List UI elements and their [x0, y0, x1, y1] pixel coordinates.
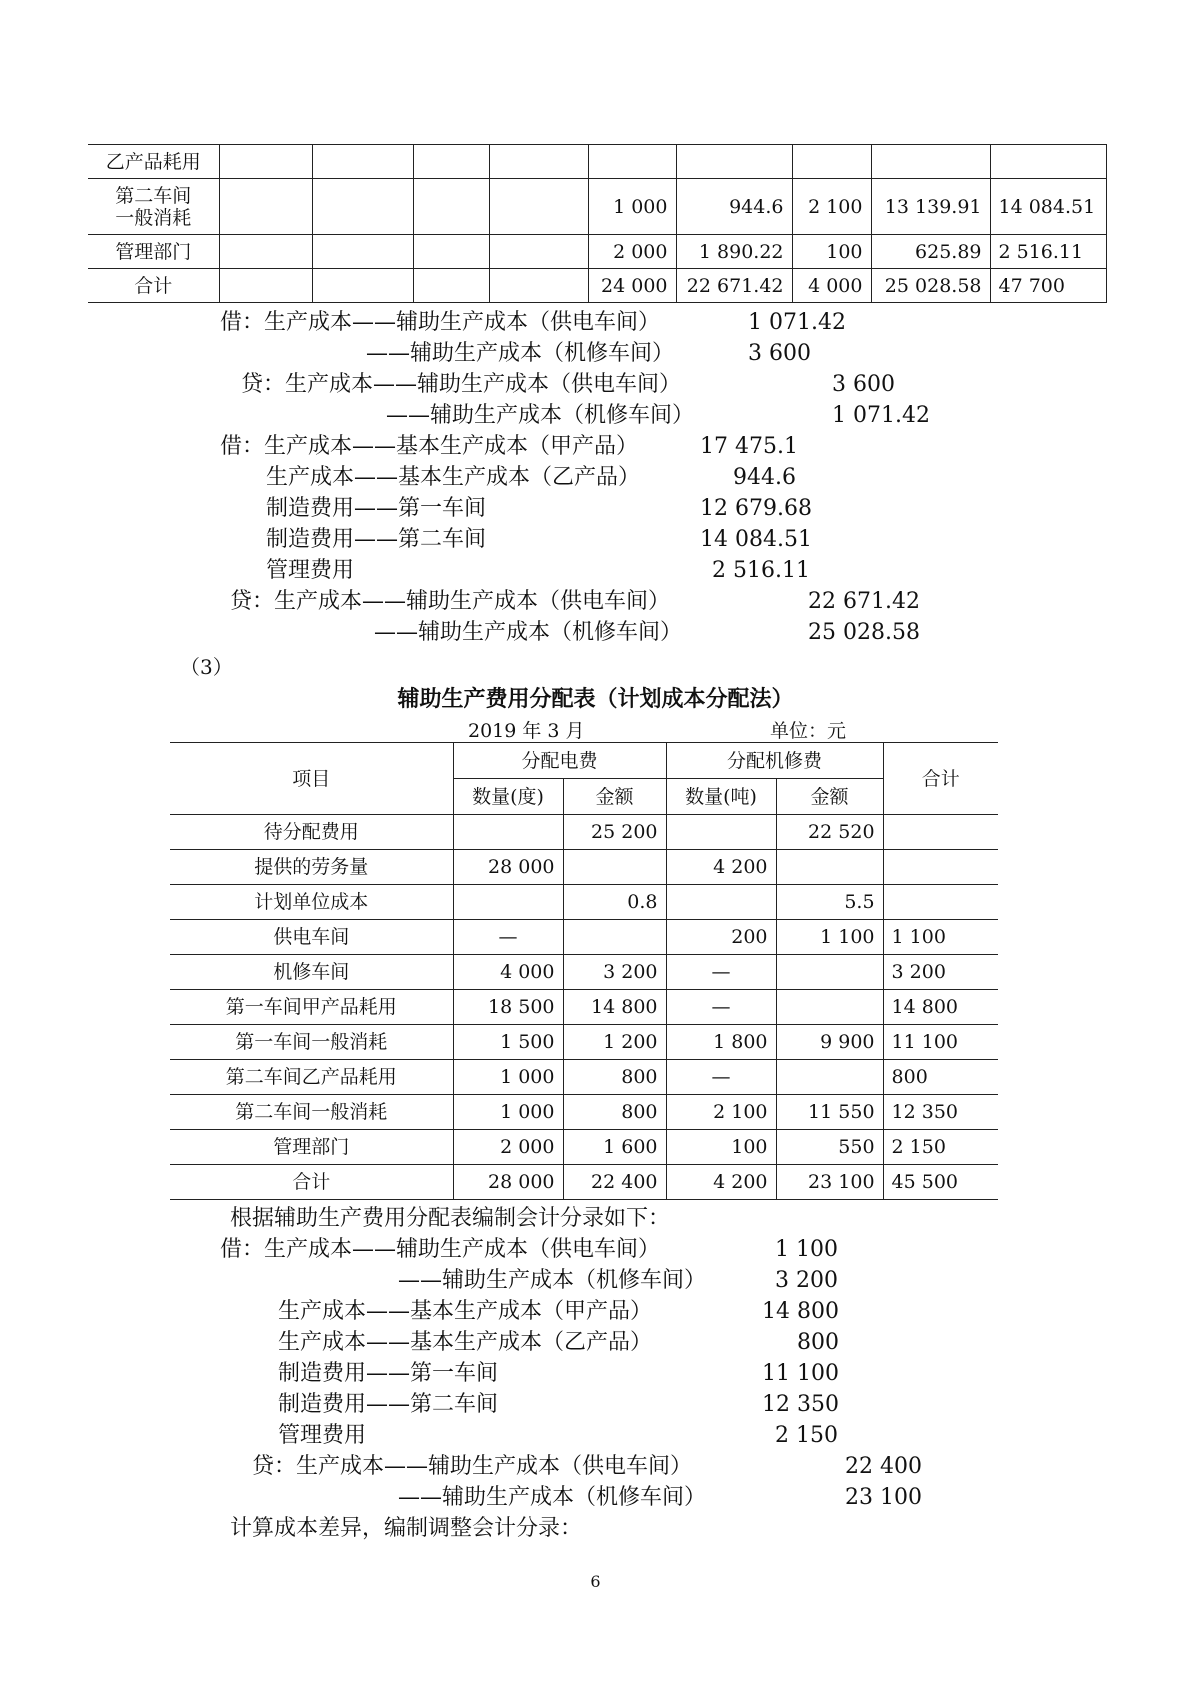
row-label: 第二车间乙产品耗用: [170, 1060, 453, 1095]
table-cell: 12 350: [883, 1095, 998, 1130]
header-item: 项目: [170, 743, 453, 815]
table-cell: [219, 235, 312, 269]
journal-entry-amount: 3 600: [832, 372, 895, 397]
table-cell: 1 890.22: [676, 235, 792, 269]
journal-entry-text: 借：生产成本——辅助生产成本（供电车间）: [220, 1237, 661, 1262]
table-cell: 9 900: [776, 1025, 883, 1060]
page-number: 6: [590, 1572, 601, 1591]
table-cell: [883, 850, 998, 885]
table-cell: [219, 269, 312, 303]
journal-entry-amount: 17 475.1: [700, 434, 798, 459]
table-cell: [883, 885, 998, 920]
table-cell: 1 100: [776, 920, 883, 955]
table-row: [170, 1025, 998, 1060]
table-cell: 944.6: [676, 179, 792, 235]
table-row: [170, 1130, 998, 1165]
table-row: [88, 269, 1106, 303]
table-title: 辅助生产费用分配表（计划成本分配法）: [397, 687, 794, 712]
table-date: 2019 年 3 月: [468, 720, 585, 742]
table-row: [88, 145, 1106, 179]
row-label: 计划单位成本: [170, 885, 453, 920]
journal-entry-text: 制造费用——第一车间: [278, 1361, 499, 1386]
header-amount: 金额: [563, 779, 666, 815]
table-header-row: [170, 743, 998, 779]
header-qty-ton: 数量(吨): [666, 779, 776, 815]
table-cell: [312, 269, 413, 303]
table-cell: 28 000: [453, 1165, 563, 1200]
table-cell: —: [666, 1060, 776, 1095]
journal-entry-amount: 25 028.58: [808, 620, 920, 645]
table-cell: 28 000: [453, 850, 563, 885]
table-cell: 11 100: [883, 1025, 998, 1060]
table-cell: 22 671.42: [676, 269, 792, 303]
table-cell: 13 139.91: [871, 179, 990, 235]
journal-entry-text: ——辅助生产成本（机修车间）: [366, 341, 675, 366]
journal-entry-amount: 22 671.42: [808, 589, 920, 614]
table-row: [170, 885, 998, 920]
row-label: 第二车间 一般消耗: [88, 179, 219, 235]
table-cell: [871, 145, 990, 179]
journal-entry-text: ——辅助生产成本（机修车间）: [386, 403, 695, 428]
table-cell: 0.8: [563, 885, 666, 920]
table-cell: 800: [563, 1095, 666, 1130]
row-label: 管理部门: [88, 235, 219, 269]
table-cell: 1 600: [563, 1130, 666, 1165]
table-cell: [666, 885, 776, 920]
table-cell: [990, 145, 1106, 179]
table-unit: 单位：元: [770, 720, 847, 742]
journal-entry-text: 生产成本——基本生产成本（甲产品）: [278, 1299, 653, 1324]
section-label: （3）: [180, 655, 233, 679]
table-cell: 45 500: [883, 1165, 998, 1200]
journal-entry-text: ——辅助生产成本（机修车间）: [374, 620, 683, 645]
table-cell: 5.5: [776, 885, 883, 920]
table-cell: 200: [666, 920, 776, 955]
journal-entry-amount: 2 150: [775, 1423, 838, 1448]
header-amount: 金额: [776, 779, 883, 815]
journal-entry-amount: 1 071.42: [748, 310, 846, 335]
row-label: 提供的劳务量: [170, 850, 453, 885]
row-label: 乙产品耗用: [88, 145, 219, 179]
table-cell: 22 520: [776, 815, 883, 850]
row-label: 合计: [170, 1165, 453, 1200]
table-cell: 2 000: [453, 1130, 563, 1165]
table-cell: 14 800: [563, 990, 666, 1025]
row-label: 第二车间一般消耗: [170, 1095, 453, 1130]
table-cell: [776, 850, 883, 885]
table-cell: 800: [883, 1060, 998, 1095]
journal-entry-text: 借：生产成本——辅助生产成本（供电车间）: [220, 310, 661, 335]
journal-entry-text: 制造费用——第一车间: [266, 496, 487, 521]
row-label: 管理部门: [170, 1130, 453, 1165]
row-label: 待分配费用: [170, 815, 453, 850]
table-cell: [413, 145, 489, 179]
table-cell: 625.89: [871, 235, 990, 269]
table-cell: 800: [563, 1060, 666, 1095]
journal-entry-amount: 23 100: [845, 1485, 922, 1510]
table-cell: [776, 955, 883, 990]
journal-entry-text: ——辅助生产成本（机修车间）: [398, 1268, 707, 1293]
table-cell: 2 100: [666, 1095, 776, 1130]
intro-text: 根据辅助生产费用分配表编制会计分录如下：: [230, 1206, 671, 1231]
closing-text: 计算成本差异，编制调整会计分录：: [230, 1516, 583, 1541]
table-cell: 100: [666, 1130, 776, 1165]
table-cell: [413, 179, 489, 235]
table-cell: 2 516.11: [990, 235, 1106, 269]
journal-entry-text: 贷：生产成本——辅助生产成本（供电车间）: [252, 1454, 693, 1479]
row-label: 机修车间: [170, 955, 453, 990]
row-label: 第一车间甲产品耗用: [170, 990, 453, 1025]
table-cell: 14 084.51: [990, 179, 1106, 235]
table-cell: 1 000: [588, 179, 676, 235]
table-row: [170, 955, 998, 990]
table-row: [170, 1165, 998, 1200]
table-cell: —: [666, 990, 776, 1025]
row-label: 合计: [88, 269, 219, 303]
journal-entry-amount: 944.6: [733, 465, 796, 490]
table-cell: [676, 145, 792, 179]
table-row: [88, 235, 1106, 269]
table-cell: [453, 885, 563, 920]
table-cell: [219, 145, 312, 179]
table-cell: [489, 269, 588, 303]
journal-entry-amount: 3 200: [775, 1268, 838, 1293]
table-cell: 25 200: [563, 815, 666, 850]
table-cell: [489, 235, 588, 269]
journal-entry-text: 贷：生产成本——辅助生产成本（供电车间）: [241, 372, 682, 397]
table-cell: 1 000: [453, 1060, 563, 1095]
table-row: [88, 179, 1106, 235]
table-row: [170, 1060, 998, 1095]
header-qty-kwh: 数量(度): [453, 779, 563, 815]
table-cell: 14 800: [883, 990, 998, 1025]
table-cell: [453, 815, 563, 850]
journal-entry-amount: 14 800: [762, 1299, 839, 1324]
table-cell: [563, 920, 666, 955]
journal-entry-amount: 22 400: [845, 1454, 922, 1479]
table-cell: 1 000: [453, 1095, 563, 1130]
table-cell: 25 028.58: [871, 269, 990, 303]
table-cell: 24 000: [588, 269, 676, 303]
journal-entry-text: 管理费用: [266, 558, 355, 583]
table-cell: [413, 235, 489, 269]
allocation-table: [170, 742, 998, 1200]
table-cell: [776, 990, 883, 1025]
journal-entry-text: 贷：生产成本——辅助生产成本（供电车间）: [230, 589, 671, 614]
table-cell: 4 000: [792, 269, 871, 303]
allocation-table-continued: [88, 144, 1107, 303]
table-cell: [883, 815, 998, 850]
journal-entry-amount: 1 071.42: [832, 403, 930, 428]
table-row: [170, 1095, 998, 1130]
table-cell: 22 400: [563, 1165, 666, 1200]
table-cell: [312, 235, 413, 269]
table-cell: [588, 145, 676, 179]
table-cell: 1 200: [563, 1025, 666, 1060]
table-cell: [792, 145, 871, 179]
header-total: 合计: [883, 743, 998, 815]
table-row: [170, 990, 998, 1025]
table-cell: 2 150: [883, 1130, 998, 1165]
table-cell: 23 100: [776, 1165, 883, 1200]
table-row: [170, 850, 998, 885]
journal-entry-amount: 3 600: [748, 341, 811, 366]
table-cell: 11 550: [776, 1095, 883, 1130]
journal-entry-amount: 1 100: [775, 1237, 838, 1262]
journal-entry-text: 制造费用——第二车间: [266, 527, 487, 552]
journal-entry-text: 管理费用: [278, 1423, 367, 1448]
journal-entry-text: 生产成本——基本生产成本（乙产品）: [266, 465, 641, 490]
journal-entry-amount: 12 679.68: [700, 496, 812, 521]
table-row: [170, 920, 998, 955]
journal-entry-text: 借：生产成本——基本生产成本（甲产品）: [220, 434, 639, 459]
table-cell: —: [666, 955, 776, 990]
table-cell: [312, 179, 413, 235]
table-cell: 3 200: [883, 955, 998, 990]
table-cell: 47 700: [990, 269, 1106, 303]
journal-entry-amount: 2 516.11: [712, 558, 810, 583]
table-cell: 100: [792, 235, 871, 269]
table-cell: 4 200: [666, 850, 776, 885]
table-row: [170, 815, 998, 850]
table-cell: 4 200: [666, 1165, 776, 1200]
journal-entry-text: ——辅助生产成本（机修车间）: [398, 1485, 707, 1510]
journal-entry-amount: 12 350: [762, 1392, 839, 1417]
table-cell: [312, 145, 413, 179]
journal-entry-amount: 800: [797, 1330, 839, 1355]
table-cell: 550: [776, 1130, 883, 1165]
header-repair: 分配机修费: [666, 743, 883, 779]
table-cell: [666, 815, 776, 850]
table-cell: [489, 145, 588, 179]
table-cell: 1 500: [453, 1025, 563, 1060]
table-cell: 4 000: [453, 955, 563, 990]
allocation-table-body: [170, 815, 998, 1200]
table-cell: [413, 269, 489, 303]
header-elec: 分配电费: [453, 743, 666, 779]
row-label: 供电车间: [170, 920, 453, 955]
table-cell: 18 500: [453, 990, 563, 1025]
table-cell: 2 100: [792, 179, 871, 235]
table-cell: [489, 179, 588, 235]
table-cell: [219, 179, 312, 235]
journal-entry-amount: 11 100: [762, 1361, 839, 1386]
table-cell: 1 100: [883, 920, 998, 955]
table-cell: 1 800: [666, 1025, 776, 1060]
table-cell: —: [453, 920, 563, 955]
journal-entry-text: 制造费用——第二车间: [278, 1392, 499, 1417]
journal-entry-text: 生产成本——基本生产成本（乙产品）: [278, 1330, 653, 1355]
table-cell: 3 200: [563, 955, 666, 990]
table-cell: [563, 850, 666, 885]
table-cell: [776, 1060, 883, 1095]
row-label: 第一车间一般消耗: [170, 1025, 453, 1060]
table-cell: 2 000: [588, 235, 676, 269]
journal-entry-amount: 14 084.51: [700, 527, 812, 552]
